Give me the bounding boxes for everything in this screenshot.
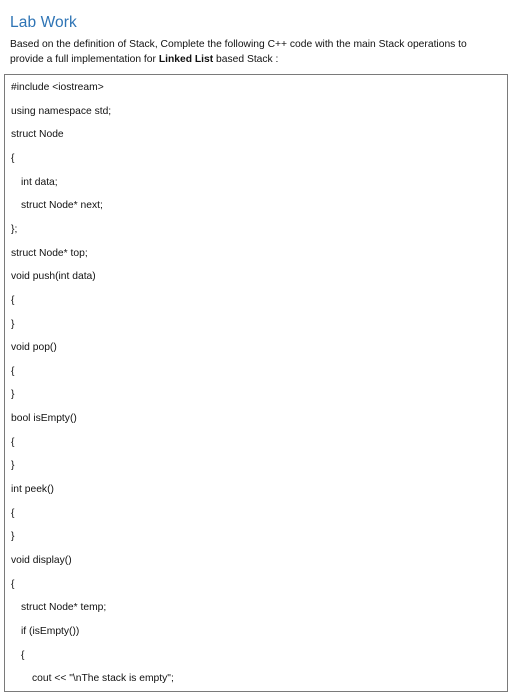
- intro-line-2: [10, 52, 510, 67]
- code-line: }: [11, 460, 15, 472]
- intro-line-2-prefix: provide a full implementation for: [10, 54, 159, 65]
- code-block: [4, 74, 508, 692]
- code-line: struct Node* temp;: [21, 602, 107, 614]
- code-line: bool isEmpty(): [11, 413, 77, 425]
- code-line: {: [11, 152, 15, 164]
- code-line: };: [11, 223, 18, 235]
- code-line: struct Node: [11, 129, 64, 141]
- code-line: {: [11, 578, 15, 590]
- intro-paragraph: [10, 37, 510, 67]
- code-line: int data;: [21, 176, 58, 188]
- code-line: {: [21, 649, 25, 661]
- code-line: void display(): [11, 555, 72, 566]
- code-line: }: [11, 531, 15, 543]
- code-line: cout << "\nThe stack is empty";: [32, 673, 174, 685]
- code-line: }: [11, 318, 15, 330]
- code-line: struct Node* top;: [11, 247, 88, 259]
- code-line: #include <iostream>: [11, 82, 104, 93]
- intro-bold-term: Linked List: [158, 54, 214, 65]
- code-line: using namespace std;: [11, 105, 112, 117]
- code-line: {: [11, 365, 15, 377]
- code-line: void push(int data): [11, 271, 96, 283]
- code-line: if (isEmpty()): [21, 625, 80, 637]
- code-line: {: [11, 294, 15, 306]
- page-title: Lab Work: [10, 14, 77, 31]
- code-line: void pop(): [11, 342, 57, 354]
- code-line: struct Node* next;: [21, 200, 103, 212]
- code-line: }: [11, 389, 15, 401]
- code-line: int peek(): [11, 484, 54, 496]
- code-line: {: [11, 507, 15, 519]
- intro-line-1: Based on the definition of Stack, Complete the following C++ code with the main Stack operations to: [10, 39, 467, 50]
- code-line: {: [11, 436, 15, 448]
- intro-line-2-suffix: based Stack :: [213, 54, 279, 65]
